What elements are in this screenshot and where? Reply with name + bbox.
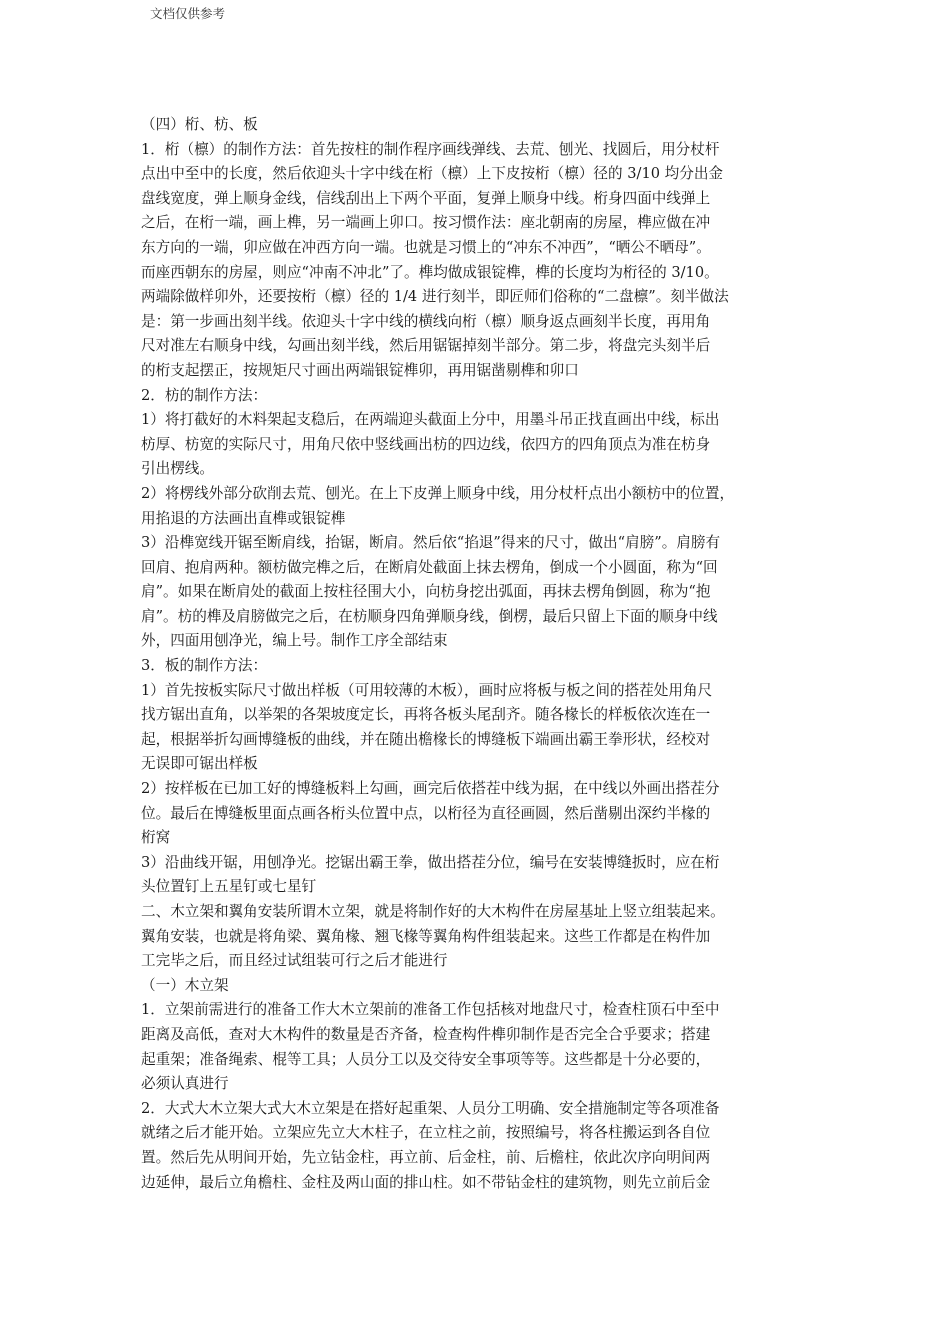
text-line: 枋厚、枋宽的实际尺寸，用角尺依中竖线画出枋的四边线，依四方的四角顶点为准在枋身 — [141, 435, 711, 453]
text-line: 2．大式大木立架大式大木立架是在搭好起重架、人员分工明确、安全措施制定等各项准备 — [141, 1099, 720, 1117]
text-line: 外，四面用刨净光，编上号。制作工序全部结束 — [141, 632, 448, 650]
text-line: 无误即可锯出样板 — [141, 755, 258, 773]
text-line: 尺对准左右顺身中线，勾画出刻半线，然后用锯锯掉刻半部分。第二步，将盘完头刻半后 — [141, 337, 711, 355]
text-line: 找方锯出直角，以举架的各架坡度定长，再将各板头尾刮齐。随各椽长的样板依次连在一 — [141, 706, 711, 724]
text-line: （一）木立架 — [141, 976, 229, 994]
text-line: 之后，在桁一端，画上榫，另一端画上卯口。按习惯作法：座北朝南的房屋，榫应做在冲 — [141, 214, 711, 232]
text-line: 边延伸，最后立角檐柱、金柱及两山面的排山柱。如不带钻金柱的建筑物，则先立前后金 — [141, 1173, 711, 1191]
text-line: 3）沿榫宽线开锯至断肩线，抬锯，断肩。然后依“掐退”得来的尺寸，做出“肩膀”。肩膀有 — [141, 534, 721, 552]
text-line: 而座西朝东的房屋，则应“冲南不冲北”了。榫均做成银锭榫，榫的长度均为桁径的 3/10。 — [141, 263, 719, 281]
text-line: 置。然后先从明间开始，先立钻金柱，再立前、后金柱，前、后檐柱，依此次序向明间两 — [141, 1148, 711, 1166]
text-line: 2）按样板在已加工好的博缝板料上勾画，画完后依搭茬中线为据，在中线以外画出搭茬分 — [141, 780, 720, 798]
text-line: 肩”。枋的榫及肩膀做完之后，在枋顺身四角弹顺身线，倒楞，最后只留上下面的顺身中线 — [141, 607, 718, 625]
text-line: 回肩、抱肩两种。额枋做完榫之后，在断肩处截面上抹去楞角，倒成一个小圆面，称为“回 — [141, 558, 718, 576]
text-line: 用掐退的方法画出直榫或银锭榫 — [141, 509, 346, 527]
text-line: 桁窝 — [141, 829, 171, 847]
text-line: 起，根据举折勾画博缝板的曲线，并在随出檐椽长的博缝板下端画出霸王拳形状，经校对 — [141, 730, 711, 748]
text-line: 3．板的制作方法： — [141, 657, 268, 675]
text-line: 是：第一步画出刻半线。依迎头十字中线的横线向桁（檩）顺身返点画刻半长度，再用角 — [141, 312, 711, 330]
text-line: 二、木立架和翼角安装所谓木立架，就是将制作好的大木构件在房屋基址上竖立组装起来。 — [141, 903, 725, 920]
text-line: 头位置钉上五星钉或七星钉 — [141, 878, 317, 896]
text-line: 1）将打截好的木料架起支稳后，在两端迎头截面上分中，用墨斗吊正找直画出中线，标出 — [141, 411, 720, 429]
text-line: 必须认真进行 — [141, 1075, 229, 1093]
text-line: 点出中至中的长度，然后依迎头十字中线在桁（檩）上下皮按桁（檩）径的 3/10 均分出金 — [141, 165, 724, 183]
header-note: 文档仅供参考 — [150, 6, 226, 21]
text-line: 2）将楞线外部分砍削去荒、刨光。在上下皮弹上顺身中线，用分杖杆点出小额枋中的位置， — [141, 484, 735, 502]
text-line: 引出楞线。 — [141, 460, 214, 478]
text-line: 距离及高低，查对大木构件的数量是否齐备，检查构件榫卯制作是否完全合乎要求；搭建 — [141, 1025, 711, 1043]
text-line: 盘线宽度，弹上顺身金线，信线刮出上下两个平面，复弹上顺身中线。桁身四面中线弹上 — [141, 189, 711, 207]
text-line: 起重架；准备绳索、棍等工具；人员分工以及交待安全事项等等。这些都是十分必要的， — [141, 1050, 711, 1068]
text-line: 工完毕之后，而且经过试组装可行之后才能进行 — [141, 952, 448, 970]
text-line: 东方向的一端，卯应做在冲西方向一端。也就是习惯上的“冲东不冲西”，“晒公不晒母”。 — [141, 238, 711, 256]
text-line: 1）首先按板实际尺寸做出样板（可用较薄的木板），画时应将板与板之间的搭茬处用角尺 — [141, 681, 713, 699]
text-line: 的桁支起摆正，按规矩尺寸画出两端银锭榫卯，再用锯凿剔榫和卯口 — [141, 361, 579, 379]
text-line: 肩”。如果在断肩处的截面上按柱径围大小，向枋身挖出弧面，再抹去楞角倒圆，称为“抱 — [141, 583, 711, 601]
text-line: 3）沿曲线开锯，用刨净光。挖锯出霸王拳，做出搭茬分位，编号在安装博缝扳时，应在桁 — [141, 853, 720, 871]
text-line: 位。最后在博缝板里面点画各桁头位置中点，以桁径为直径画圆，然后凿剔出深约半椽的 — [141, 804, 711, 822]
text-line: （四）桁、枋、板 — [141, 116, 258, 133]
text-line: 2．枋的制作方法： — [141, 386, 268, 404]
document-body — [141, 113, 823, 1195]
text-line: 就绪之后才能开始。立架应先立大木柱子，在立柱之前，按照编号，将各柱搬运到各自位 — [141, 1124, 711, 1142]
text-line: 翼角安装，也就是将角梁、翼角椽、翘飞椽等翼角构件组装起来。这些工作都是在构件加 — [141, 927, 711, 945]
text-line: 1．立架前需进行的准备工作大木立架前的准备工作包括核对地盘尺寸，检查柱顶石中至中 — [141, 1001, 720, 1019]
text-line: 1．桁（檩）的制作方法：首先按柱的制作程序画线弹线、去荒、刨光、找圆后，用分杖杆 — [141, 140, 720, 158]
text-line: 两端除做样卯外，还要按桁（檩）径的 1/4 进行刻半，即匠师们俗称的“二盘檩”。刻半做法 — [141, 288, 729, 306]
